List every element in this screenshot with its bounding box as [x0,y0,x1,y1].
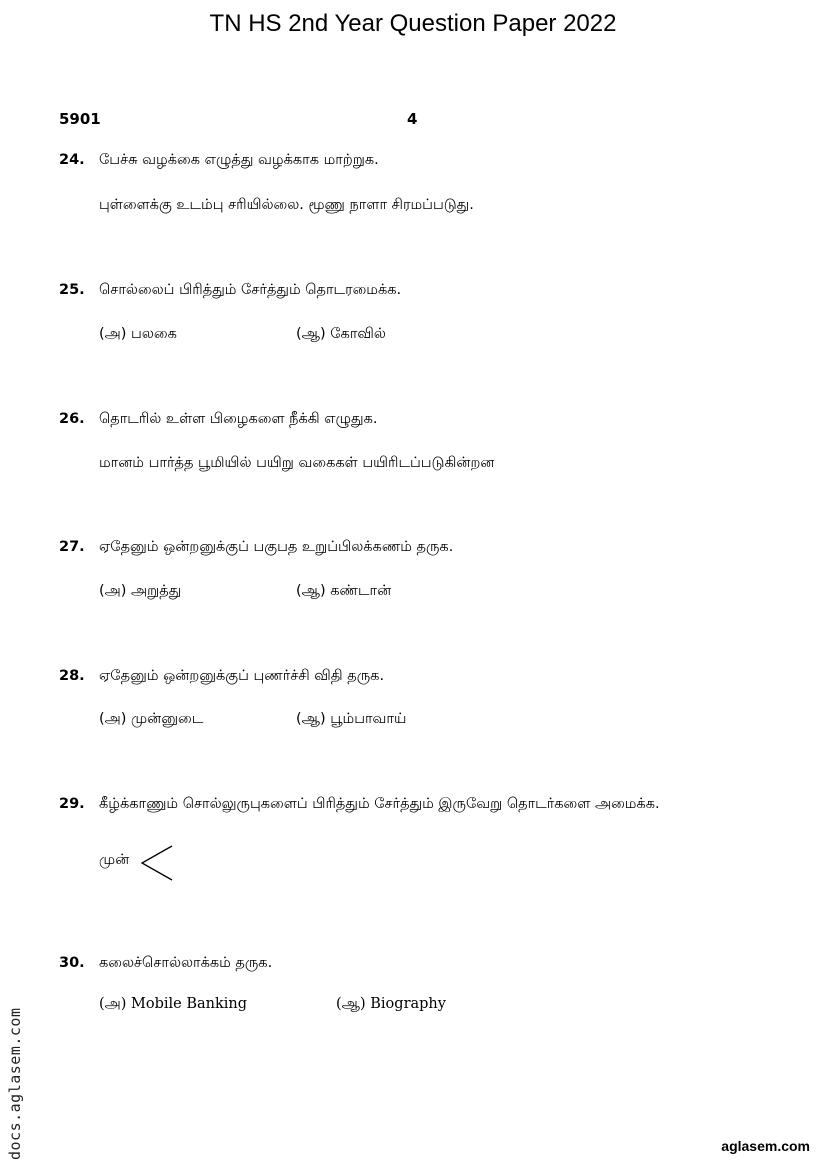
question-number: 26. [59,411,85,427]
option-aa: (ஆ) பூம்பாவாய் [296,711,407,727]
question-number: 30. [59,955,85,971]
split-word: முன் [99,852,130,868]
page-number: 4 [407,110,418,128]
question-text: பேச்சு வழக்கை எழுத்து வழக்காக மாற்றுக. [99,152,379,168]
page-header-title: TN HS 2nd Year Question Paper 2022 [209,10,617,37]
option-a: (அ) அறுத்து [99,583,182,599]
question-text: கலைச்சொல்லாக்கம் தருக. [99,955,273,971]
question-number: 24. [59,152,85,168]
question-line: மானம் பார்த்த பூமியில் பயிறு வகைகள் பயிரிடப்படுகின்றன [99,455,495,471]
question-text: சொல்லைப் பிரித்தும் சேர்த்தும் தொடரமைக்க. [99,282,402,298]
question-text: கீழ்க்காணும் சொல்லுருபுகளைப் பிரித்தும் சேர்த்தும் இருவேறு தொடர்களை அமைக்க. [99,796,660,812]
question-text: ஏதேனும் ஒன்றனுக்குப் பகுபத உறுப்பிலக்கணம் தருக. [99,539,454,555]
question-text: தொடரில் உள்ள பிழைகளை நீக்கி எழுதுக. [99,411,378,427]
footer-brand: aglasem.com [721,1138,810,1154]
option-aa: (ஆ) Biography [336,996,446,1012]
option-a: (அ) பலகை [99,326,177,342]
option-aa: (ஆ) கண்டான் [296,583,392,599]
question-number: 25. [59,282,85,298]
option-a: (அ) Mobile Banking [99,996,248,1012]
question-line: புள்ளைக்கு உடம்பு சரியில்லை. மூணு நாளா சிரமப்படுது. [99,197,474,213]
option-aa: (ஆ) கோவில் [296,326,386,342]
question-number: 28. [59,668,85,684]
paper-code: 5901 [59,110,101,128]
option-a: (அ) முன்னுடை [99,711,204,727]
split-branch-icon [139,844,175,882]
question-number: 27. [59,539,85,555]
question-text: ஏதேனும் ஒன்றனுக்குப் புணர்ச்சி விதி தருக. [99,668,385,684]
side-watermark: docs.aglasem.com [6,1007,24,1160]
question-number: 29. [59,796,85,812]
